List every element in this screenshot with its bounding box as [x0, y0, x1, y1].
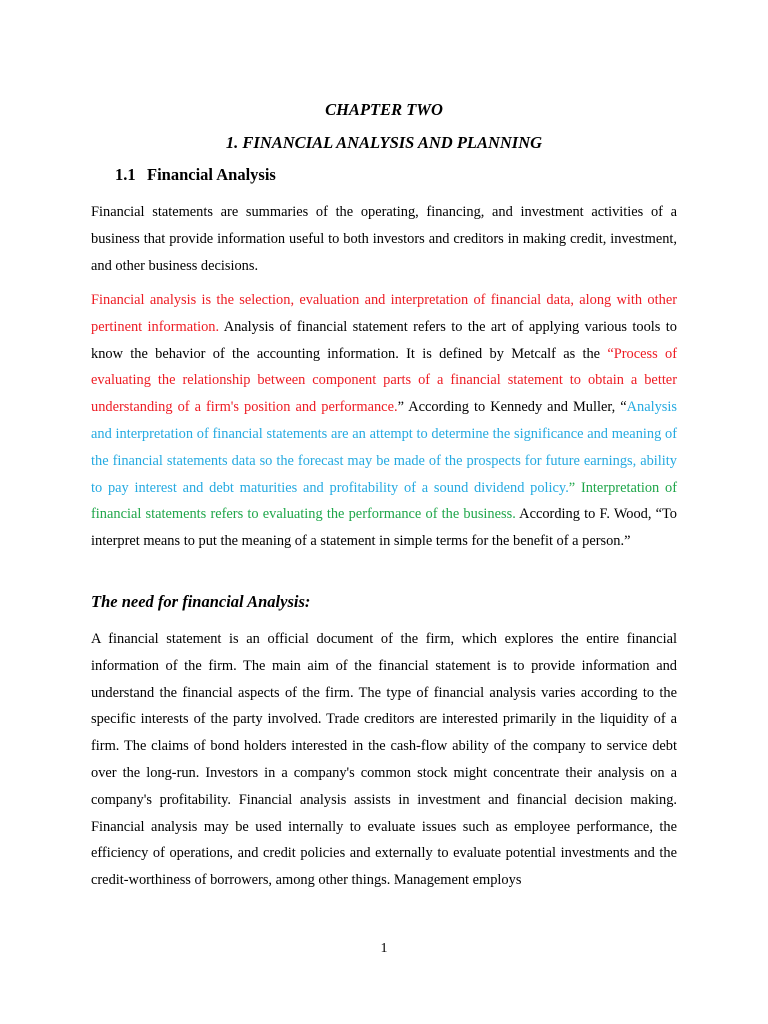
metcalf-quote: “Process of evaluating the relationship between component parts of a financial statement to obtain a better understanding of a firm's position and performance.: [91, 345, 677, 416]
definition-red-text: Financial analysis is the selection, evaluation and interpretation of financial data, along with other pertinent information.: [91, 292, 677, 335]
paragraph-text: According to F. Wood, “To interpret means to put the meaning of a statement in simple terms for the benefit of a person.”: [91, 506, 677, 550]
paragraph-financial-statements: Financial statements are summaries of the operating, financing, and investment activities of a business that provide information useful to both investors and creditors in making credit, investment, and other business decisions.: [91, 204, 677, 274]
subsection-number: 1.1: [115, 165, 136, 184]
subsection-label: Financial Analysis: [147, 165, 276, 184]
interpretation-definition: ” Interpretation of financial statements refers to evaluating the performance of the business.: [91, 479, 677, 523]
paragraph-financial-analysis-definition: [91, 287, 677, 555]
need-for-analysis-heading: The need for financial Analysis:: [91, 592, 311, 611]
page-number: 1: [380, 941, 388, 956]
paragraph-text: Analysis of financial statement refers to the art of applying various tools to know the behavior of the accounting information. It is defined by Metcalf as the: [91, 318, 677, 362]
chapter-title: CHAPTER TWO: [325, 100, 443, 119]
subsection-title: [115, 165, 276, 185]
kennedy-muller-quote: Analysis and interpretation of financial statements are an attempt to determine the significance and meaning of the financial statements data so the forecast may be made of the prospects for future earnings, ability to pay interest and debt maturities and profitability of a sound dividend policy.: [91, 399, 677, 496]
paragraph-text: ” According to Kennedy and Muller, “: [397, 399, 627, 416]
section-title: 1. FINANCIAL ANALYSIS AND PLANNING: [225, 133, 543, 152]
paragraph-need-for-analysis: A financial statement is an official document of the firm, which explores the entire financial information of the firm. The main aim of the financial statement is to provide information and understand the financial aspects of the firm. The type of financial analysis varies according to the specific interests of the party involved. Trade creditors are interested primarily in the liquidity of a firm. The claims of bond holders interested in the cash-flow ability of the company to service debt over the long-run. Investors in a company's common stock might concentrate their analysis on a company's profitability. Financial analysis assists in investment and financial decision making. Financial analysis may be used internally to evaluate issues such as employee performance, the efficiency of operations, and credit policies and externally to evaluate potential investments and the credit-worthiness of borrowers, among other things. Management employs: [91, 631, 677, 889]
